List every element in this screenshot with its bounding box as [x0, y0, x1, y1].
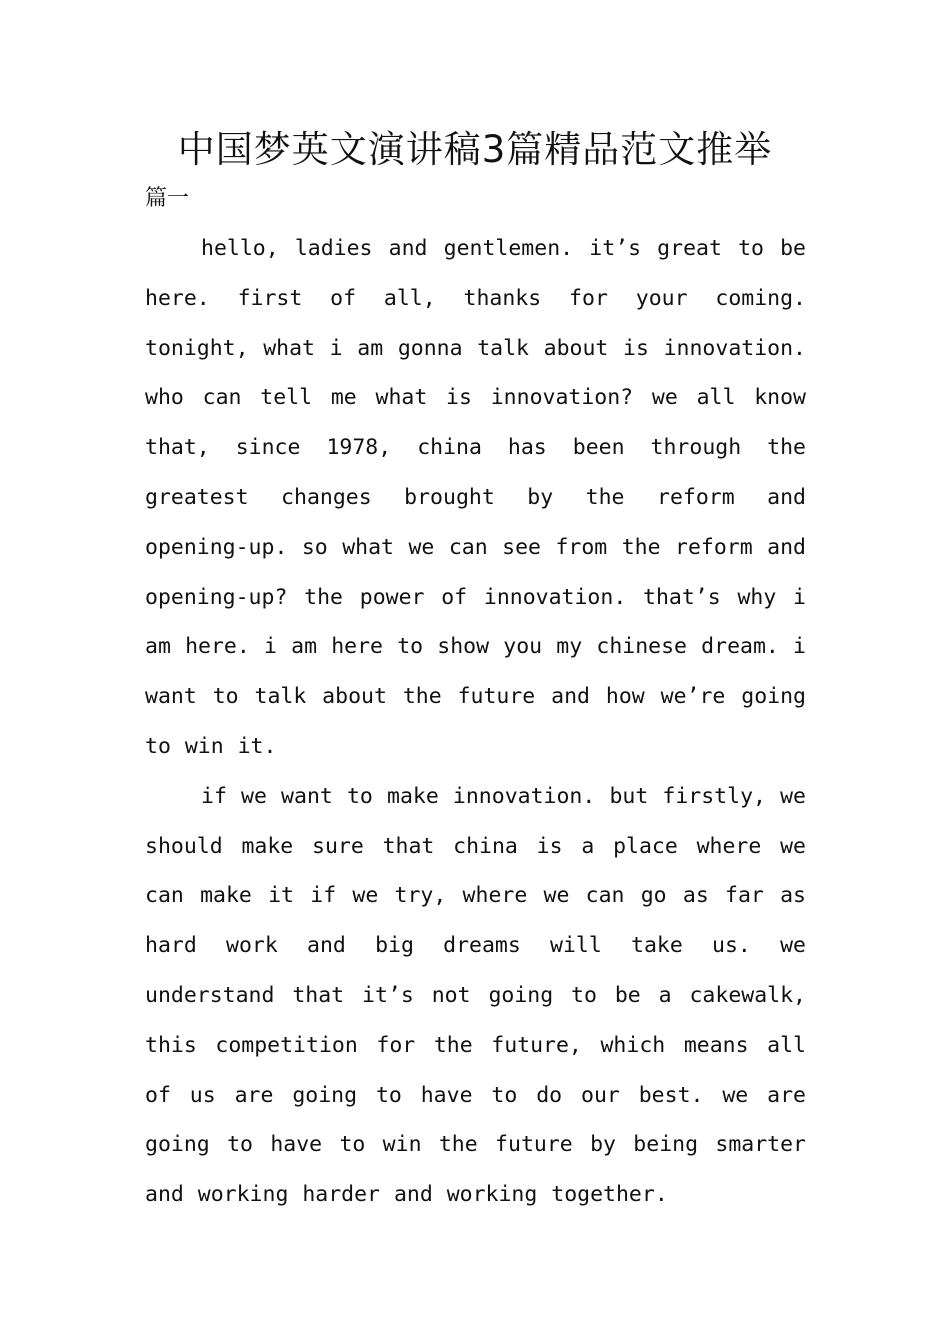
paragraph-1: hello, ladies and gentlemen. it’s great to be here. first of all, thanks for your coming. tonight, what i am gonna talk about is innovation. who can tell me what is innovation? we all know that, since 1978, china has been through the greatest changes brought by the reform and opening-up. so what we can see from the reform and opening-up? the power of innovation. that’s why i am here. i am here to show you my chinese dream. i want to talk about the future and how we’re going to win it. [145, 236, 806, 759]
section-label: 篇一 [145, 186, 190, 211]
document-body [145, 224, 806, 1220]
paragraph-2: if we want to make innovation. but firstly, we should make sure that china is a place where we can make it if we try, where we can go as far as hard work and big dreams will take us. we understand that it’s not going to be a cakewalk, this competition for the future, which means all of us are going to have to do our best. we are going to have to win the future by being smarter and working harder and working together. [145, 783, 806, 1208]
document-title: 中国梦英文演讲稿3篇精品范文推举 [177, 128, 773, 171]
